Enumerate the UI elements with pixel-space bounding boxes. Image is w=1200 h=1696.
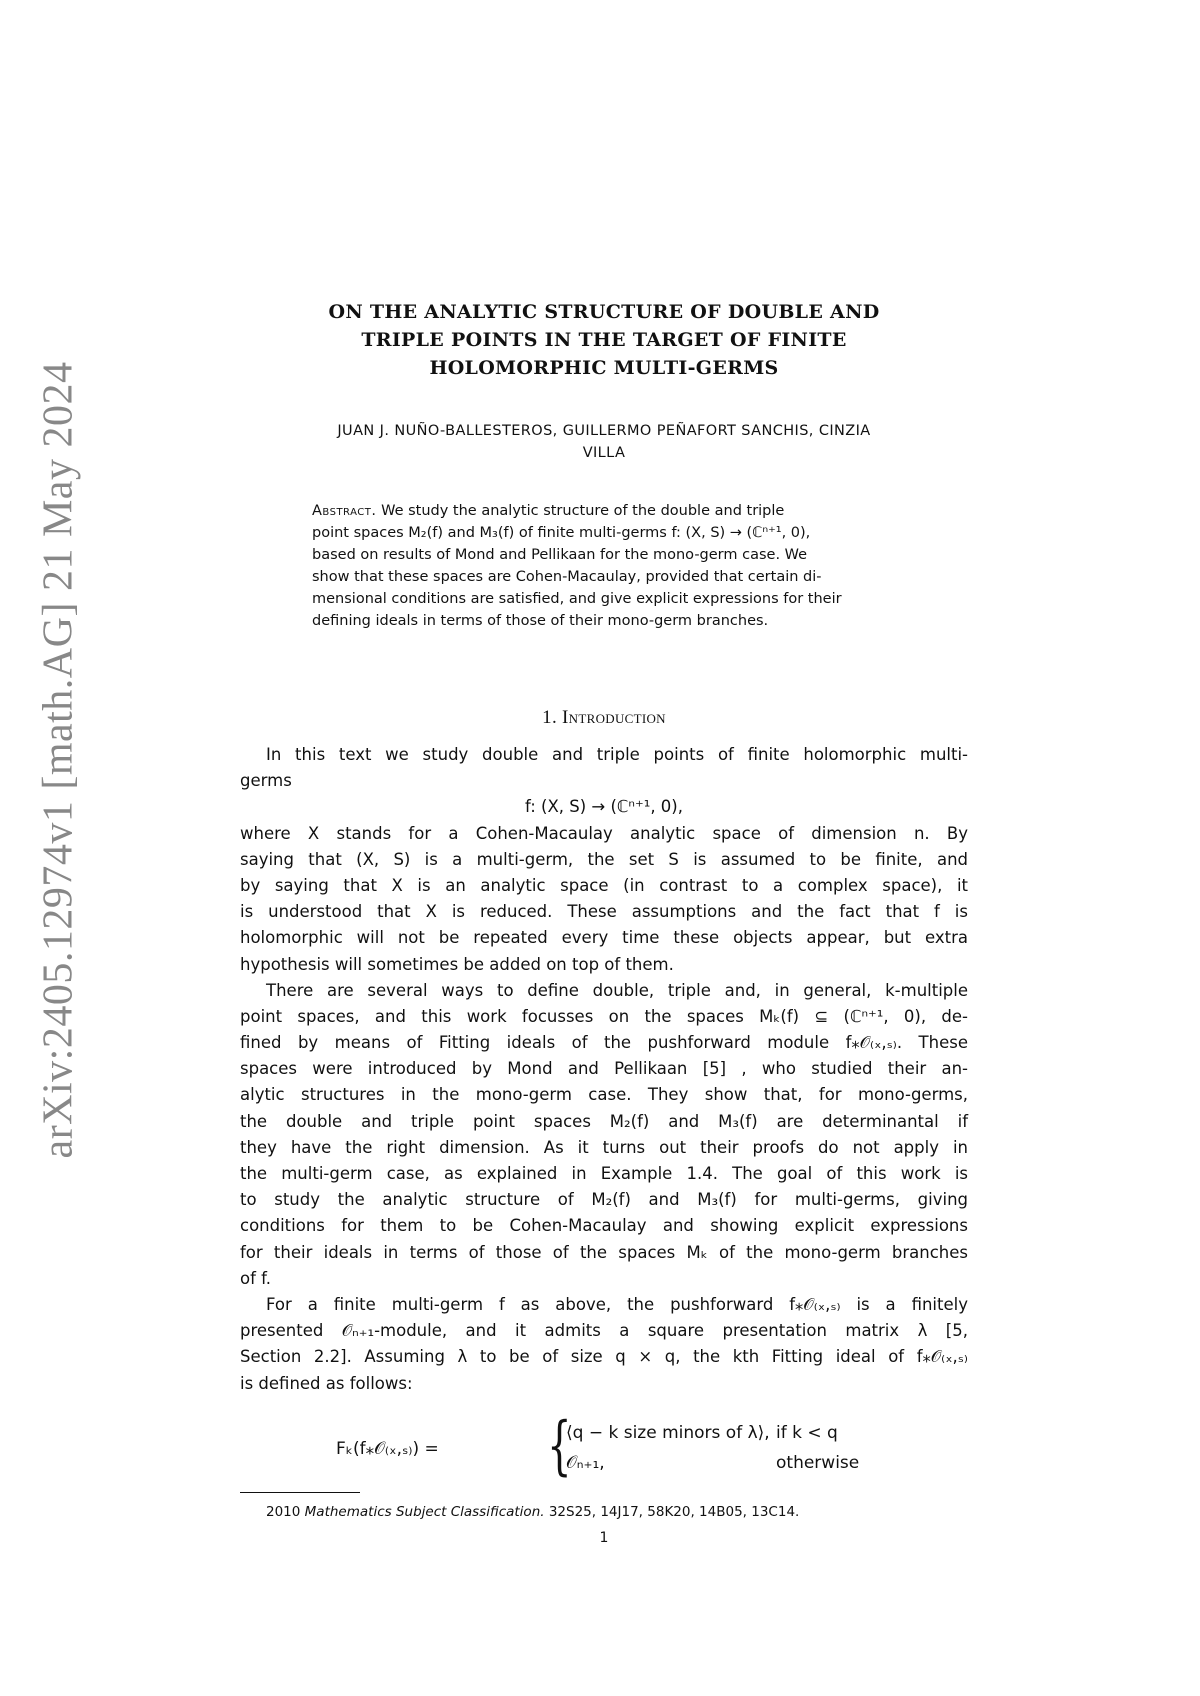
body-line: Section 2.2]. Assuming λ to be of size q × q, the kth Fitting ideal of f⁎𝒪₍ₓ,ₛ₎ <box>240 1347 968 1367</box>
formula-case-1: ⟨q − k size minors of λ⟩, <box>566 1423 770 1443</box>
abstract-line: mensional conditions are satisfied, and give explicit expressions for their <box>312 591 842 607</box>
abstract-line: show that these spaces are Cohen-Macaulay, provided that certain di- <box>312 569 822 585</box>
formula-condition-1: if k < q <box>776 1423 838 1443</box>
body-line: alytic structures in the mono-germ case. They show that, for mono-germs, <box>240 1085 968 1105</box>
body-line: presented 𝒪ₙ₊₁-module, and it admits a square presentation matrix λ [5, <box>240 1321 968 1341</box>
body-line: is defined as follows: <box>240 1373 413 1393</box>
arxiv-identifier-stamp <box>18 260 98 1260</box>
footnote-label: Mathematics Subject Classification. <box>304 1504 545 1520</box>
title-line: ON THE ANALYTIC STRUCTURE OF DOUBLE AND <box>328 301 880 323</box>
body-line: by saying that X is an analytic space (in contrast to a complex space), it <box>240 875 968 895</box>
abstract-line <box>312 500 898 522</box>
formula-condition-2: otherwise <box>776 1453 860 1473</box>
formula-lhs: Fₖ(f⁎𝒪₍ₓ,ₛ₎) = <box>336 1439 439 1459</box>
body-line: to study the analytic structure of M₂(f) and M₃(f) for multi-germs, giving <box>240 1190 968 1210</box>
body-text <box>240 742 968 1397</box>
formula-case-2: 𝒪ₙ₊₁, <box>566 1453 605 1473</box>
body-line: point spaces, and this work focusses on the spaces Mₖ(f) ⊆ (ℂⁿ⁺¹, 0), de- <box>240 1006 968 1026</box>
formula-brace: { <box>547 1409 572 1483</box>
body-line: holomorphic will not be repeated every time these objects appear, but extra <box>240 928 968 948</box>
page-number: 1 <box>599 1530 609 1546</box>
section-title: Introduction <box>562 707 666 728</box>
section-heading <box>240 707 968 729</box>
footnote-year: 2010 <box>266 1504 305 1520</box>
body-line: the multi-germ case, as explained in Example 1.4. The goal of this work is <box>240 1164 968 1183</box>
display-equation: f: (X, S) → (ℂⁿ⁺¹, 0), <box>524 797 683 817</box>
abstract-text: We study the analytic structure of the double and triple <box>376 503 785 519</box>
footnote <box>266 1504 966 1520</box>
body-line: conditions for them to be Cohen-Macaulay and showing explicit expressions <box>240 1216 968 1236</box>
abstract <box>312 500 898 632</box>
body-line: For a finite multi-germ f as above, the pushforward f⁎𝒪₍ₓ,ₛ₎ is a finitely <box>266 1294 968 1314</box>
body-line: spaces were introduced by Mond and Pellikaan [5] , who studied their an- <box>240 1059 968 1079</box>
author-line: VILLA <box>582 445 626 461</box>
body-line: hypothesis will sometimes be added on top of them. <box>240 954 674 974</box>
body-line: for their ideals in terms of those of the spaces Mₖ of the mono-germ branches <box>240 1242 968 1262</box>
author-list <box>240 420 968 464</box>
body-line: they have the right dimension. As it turns out their proofs do not apply in <box>240 1137 968 1157</box>
section-number: 1. <box>542 707 563 728</box>
footnote-rule <box>240 1492 360 1493</box>
body-line: There are several ways to define double, triple and, in general, k-multiple <box>266 980 968 1000</box>
abstract-line: based on results of Mond and Pellikaan for the mono-germ case. We <box>312 547 808 563</box>
abstract-line: defining ideals in terms of those of their mono-germ branches. <box>312 613 769 629</box>
body-line: where X stands for a Cohen-Macaulay analytic space of dimension n. By <box>240 823 968 843</box>
footnote-codes: 32S25, 14J17, 58K20, 14B05, 13C14. <box>544 1504 800 1520</box>
body-line: is understood that X is reduced. These assumptions and the fact that f is <box>240 902 968 922</box>
fitting-ideal-definition <box>336 1409 876 1487</box>
abstract-line: point spaces M₂(f) and M₃(f) of finite multi-germs f: (X, S) → (ℂⁿ⁺¹, 0), <box>312 525 811 541</box>
abstract-label: Abstract. <box>312 503 377 519</box>
paper-title <box>240 298 968 382</box>
arxiv-identifier-text: arXiv:2405.12974v1 [math.AG] 21 May 2024 <box>35 361 81 1159</box>
title-line: TRIPLE POINTS IN THE TARGET OF FINITE <box>361 329 847 351</box>
body-line: In this text we study double and triple points of finite holomorphic multi- <box>266 745 968 764</box>
body-line: of f. <box>240 1268 272 1288</box>
body-line: the double and triple point spaces M₂(f) and M₃(f) are determinantal if <box>240 1111 968 1131</box>
author-line: JUAN J. NUÑO-BALLESTEROS, GUILLERMO PEÑAFORT SANCHIS, CINZIA <box>337 423 871 439</box>
title-line: HOLOMORPHIC MULTI-GERMS <box>429 357 779 379</box>
body-line: saying that (X, S) is a multi-germ, the set S is assumed to be finite, and <box>240 849 968 869</box>
body-line: germs <box>240 771 292 791</box>
body-line: fined by means of Fitting ideals of the pushforward module f⁎𝒪₍ₓ,ₛ₎. These <box>240 1033 968 1053</box>
